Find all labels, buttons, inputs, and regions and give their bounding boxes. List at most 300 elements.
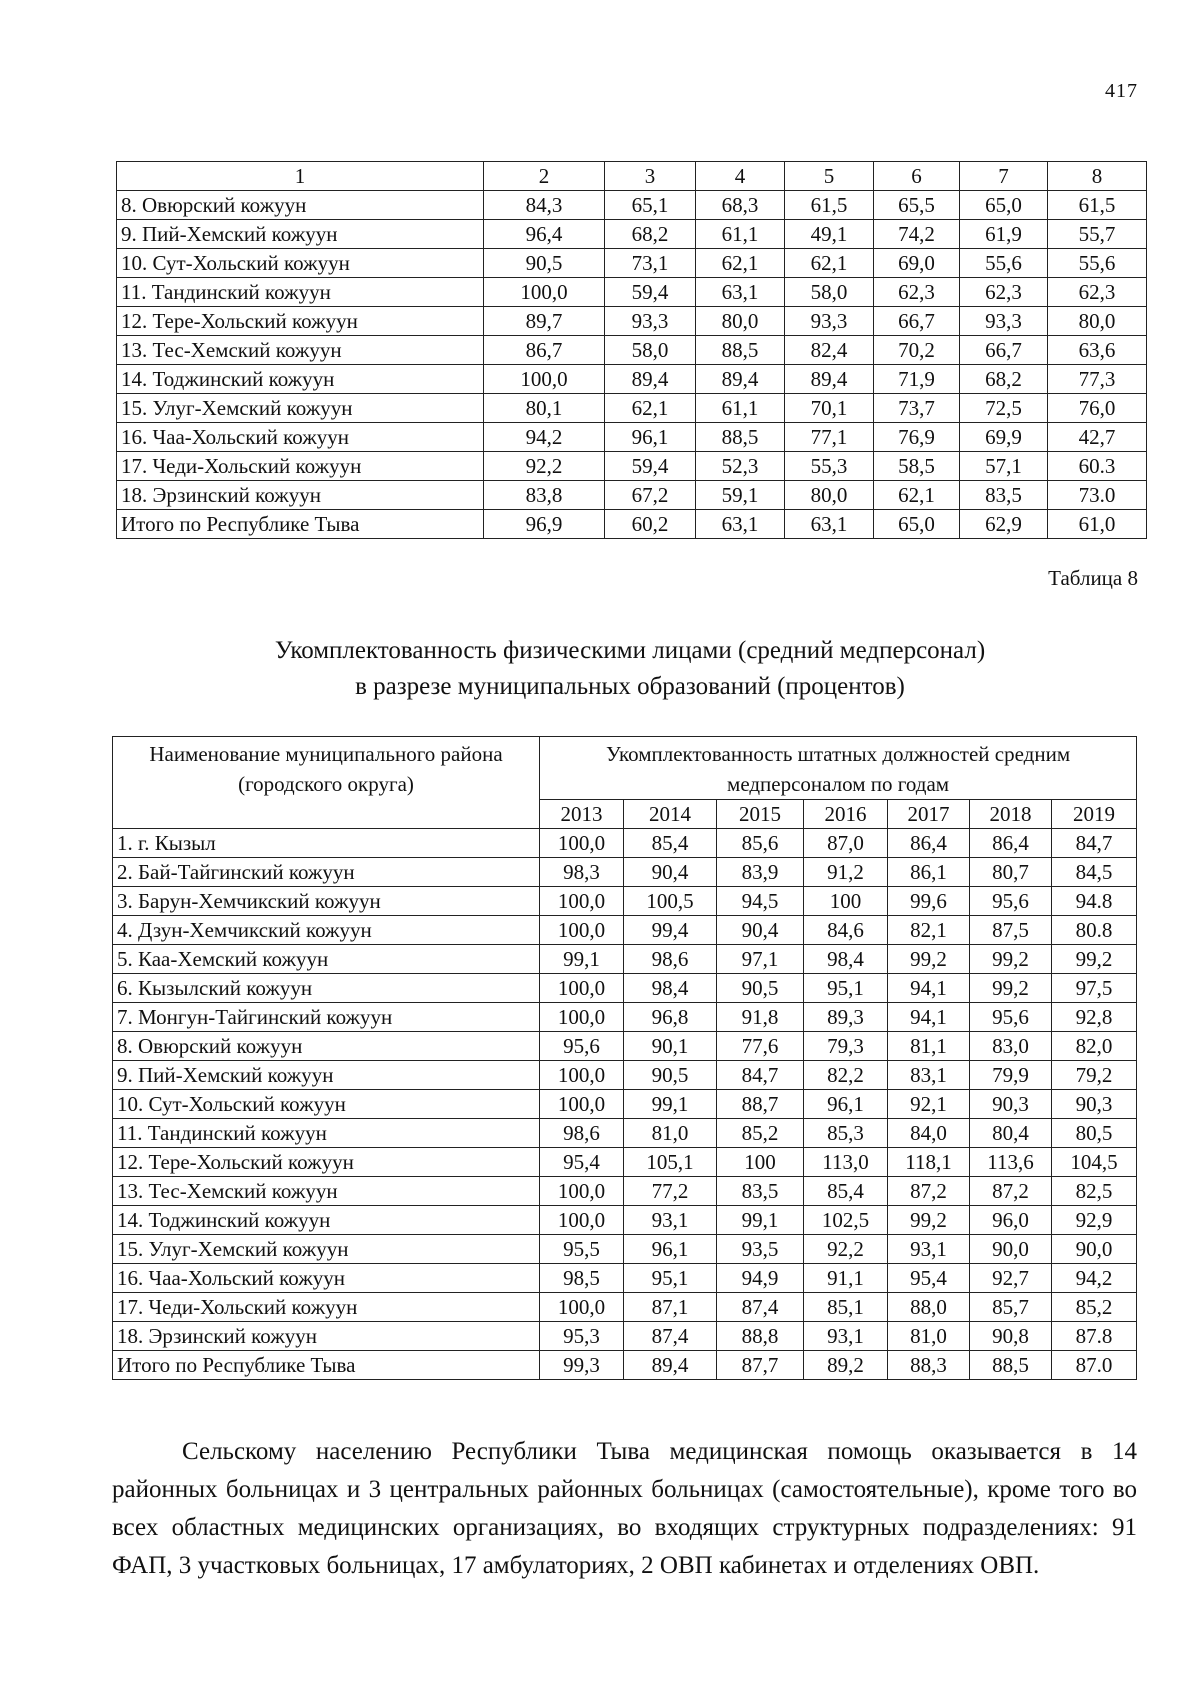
value-cell: 63,1 (696, 510, 785, 539)
value-cell: 76,0 (1048, 394, 1147, 423)
municipality-name-cell: 15. Улуг-Хемский кожуун (117, 394, 484, 423)
value-cell: 65,5 (874, 191, 960, 220)
value-cell: 42,7 (1048, 423, 1147, 452)
value-cell: 87,0 (804, 829, 888, 858)
value-cell: 93,5 (717, 1235, 804, 1264)
value-cell: 89,4 (696, 365, 785, 394)
value-cell: 73.0 (1048, 481, 1147, 510)
municipality-name-cell: 12. Тере-Хольский кожуун (117, 307, 484, 336)
value-cell: 92,7 (970, 1264, 1052, 1293)
value-cell: 59,1 (696, 481, 785, 510)
table-row (113, 974, 1137, 1003)
value-cell: 93,1 (888, 1235, 970, 1264)
table-row (117, 191, 1147, 220)
table-row (113, 1351, 1137, 1380)
value-cell: 100,0 (540, 1177, 624, 1206)
value-cell: 100,0 (540, 1206, 624, 1235)
table-row (113, 1206, 1137, 1235)
value-cell: 100,5 (624, 887, 717, 916)
value-cell: 92,8 (1052, 1003, 1137, 1032)
value-cell: 100,0 (540, 829, 624, 858)
column-number: 1 (117, 162, 484, 191)
municipality-name-cell: 11. Тандинский кожуун (117, 278, 484, 307)
value-cell: 100,0 (540, 887, 624, 916)
value-cell: 81,0 (888, 1322, 970, 1351)
value-cell: 113,6 (970, 1148, 1052, 1177)
staffing-group-header: Укомплектованность штатных должностей средним медперсоналом по годам (540, 737, 1137, 800)
value-cell: 84,3 (484, 191, 605, 220)
value-cell: 61,1 (696, 220, 785, 249)
municipality-name-cell: 12. Тере-Хольский кожуун (113, 1148, 540, 1177)
value-cell: 91,1 (804, 1264, 888, 1293)
value-cell: 100,0 (540, 916, 624, 945)
value-cell: 93,3 (785, 307, 874, 336)
value-cell: 63,1 (785, 510, 874, 539)
table-row (113, 858, 1137, 887)
value-cell: 62,1 (785, 249, 874, 278)
column-number: 8 (1048, 162, 1147, 191)
value-cell: 100 (717, 1148, 804, 1177)
municipality-name-cell: 13. Тес-Хемский кожуун (117, 336, 484, 365)
value-cell: 88,5 (696, 336, 785, 365)
value-cell: 97,1 (717, 945, 804, 974)
value-cell: 100,0 (540, 1003, 624, 1032)
table-row (113, 829, 1137, 858)
municipality-name-cell: 18. Эрзинский кожуун (117, 481, 484, 510)
value-cell: 88,0 (888, 1293, 970, 1322)
value-cell: 100,0 (540, 1061, 624, 1090)
value-cell: 94,2 (484, 423, 605, 452)
value-cell: 90,5 (717, 974, 804, 1003)
column-number: 5 (785, 162, 874, 191)
value-cell: 85,2 (1052, 1293, 1137, 1322)
year-header: 2018 (970, 800, 1052, 829)
table-row (113, 1264, 1137, 1293)
table-row (117, 452, 1147, 481)
table-continuation (116, 161, 1147, 539)
value-cell: 77,2 (624, 1177, 717, 1206)
value-cell: 95,1 (624, 1264, 717, 1293)
value-cell: 86,4 (970, 829, 1052, 858)
value-cell: 83,1 (888, 1061, 970, 1090)
value-cell: 92,1 (888, 1090, 970, 1119)
value-cell: 90,3 (970, 1090, 1052, 1119)
value-cell: 89,4 (785, 365, 874, 394)
table-row (117, 481, 1147, 510)
value-cell: 80,0 (785, 481, 874, 510)
value-cell: 89,2 (804, 1351, 888, 1380)
value-cell: 85,2 (717, 1119, 804, 1148)
value-cell: 94,5 (717, 887, 804, 916)
value-cell: 85,6 (717, 829, 804, 858)
value-cell: 100,0 (484, 365, 605, 394)
value-cell: 61,5 (1048, 191, 1147, 220)
value-cell: 84,0 (888, 1119, 970, 1148)
value-cell: 70,2 (874, 336, 960, 365)
table-row (117, 249, 1147, 278)
value-cell: 85,4 (804, 1177, 888, 1206)
value-cell: 58,5 (874, 452, 960, 481)
value-cell: 83,9 (717, 858, 804, 887)
table-row (117, 510, 1147, 539)
value-cell: 87,4 (624, 1322, 717, 1351)
value-cell: 99,1 (624, 1090, 717, 1119)
value-cell: 92,2 (804, 1235, 888, 1264)
table-header-row (113, 737, 1137, 800)
table-row (117, 278, 1147, 307)
table-row (113, 1322, 1137, 1351)
value-cell: 91,2 (804, 858, 888, 887)
value-cell: 66,7 (874, 307, 960, 336)
municipality-name-cell: 6. Кызылский кожуун (113, 974, 540, 1003)
value-cell: 60.3 (1048, 452, 1147, 481)
value-cell: 84,5 (1052, 858, 1137, 887)
value-cell: 87,5 (970, 916, 1052, 945)
value-cell: 90,1 (624, 1032, 717, 1061)
value-cell: 95,6 (970, 1003, 1052, 1032)
table-row (113, 887, 1137, 916)
value-cell: 62,1 (605, 394, 696, 423)
page-number: 417 (1105, 80, 1138, 102)
table-title (0, 633, 1200, 705)
staffing-table (112, 736, 1137, 1380)
table-title-line: в разрезе муниципальных образований (процентов) (355, 673, 905, 700)
value-cell: 83,5 (960, 481, 1048, 510)
value-cell: 94,1 (888, 1003, 970, 1032)
value-cell: 98,5 (540, 1264, 624, 1293)
column-number: 7 (960, 162, 1048, 191)
value-cell: 63,6 (1048, 336, 1147, 365)
municipality-name-cell: 11. Тандинский кожуун (113, 1119, 540, 1148)
value-cell: 80,5 (1052, 1119, 1137, 1148)
value-cell: 79,2 (1052, 1061, 1137, 1090)
value-cell: 95,5 (540, 1235, 624, 1264)
value-cell: 86,7 (484, 336, 605, 365)
municipality-name-cell: 14. Тоджинский кожуун (117, 365, 484, 394)
value-cell: 59,4 (605, 278, 696, 307)
value-cell: 93,3 (605, 307, 696, 336)
table-row (113, 1061, 1137, 1090)
table-header-row (117, 162, 1147, 191)
value-cell: 90,3 (1052, 1090, 1137, 1119)
value-cell: 88,7 (717, 1090, 804, 1119)
value-cell: 98,4 (804, 945, 888, 974)
value-cell: 98,3 (540, 858, 624, 887)
value-cell: 79,9 (970, 1061, 1052, 1090)
value-cell: 62,9 (960, 510, 1048, 539)
value-cell: 62,1 (696, 249, 785, 278)
value-cell: 87,2 (888, 1177, 970, 1206)
value-cell: 77,3 (1048, 365, 1147, 394)
value-cell: 92,2 (484, 452, 605, 481)
value-cell: 80,1 (484, 394, 605, 423)
table-row (113, 1003, 1137, 1032)
municipality-name-cell: 8. Овюрский кожуун (117, 191, 484, 220)
municipality-name-cell: 3. Барун-Хемчикский кожуун (113, 887, 540, 916)
value-cell: 104,5 (1052, 1148, 1137, 1177)
value-cell: 67,2 (605, 481, 696, 510)
value-cell: 68,2 (605, 220, 696, 249)
value-cell: 58,0 (785, 278, 874, 307)
value-cell: 82,1 (888, 916, 970, 945)
value-cell: 118,1 (888, 1148, 970, 1177)
value-cell: 73,1 (605, 249, 696, 278)
value-cell: 102,5 (804, 1206, 888, 1235)
value-cell: 89,3 (804, 1003, 888, 1032)
value-cell: 100,0 (540, 974, 624, 1003)
year-header: 2013 (540, 800, 624, 829)
value-cell: 84,6 (804, 916, 888, 945)
table-row (117, 423, 1147, 452)
value-cell: 55,6 (960, 249, 1048, 278)
value-cell: 71,9 (874, 365, 960, 394)
municipality-name-cell: 9. Пий-Хемский кожуун (117, 220, 484, 249)
value-cell: 89,7 (484, 307, 605, 336)
municipality-name-cell: 16. Чаа-Хольский кожуун (113, 1264, 540, 1293)
value-cell: 65,0 (960, 191, 1048, 220)
value-cell: 96,1 (605, 423, 696, 452)
value-cell: 63,1 (696, 278, 785, 307)
value-cell: 98,6 (624, 945, 717, 974)
table-row (113, 1119, 1137, 1148)
value-cell: 100,0 (484, 278, 605, 307)
table-row (117, 307, 1147, 336)
municipality-name-cell: 17. Чеди-Хольский кожуун (113, 1293, 540, 1322)
value-cell: 87,7 (717, 1351, 804, 1380)
municipality-name-cell: 17. Чеди-Хольский кожуун (117, 452, 484, 481)
value-cell: 95,1 (804, 974, 888, 1003)
value-cell: 55,7 (1048, 220, 1147, 249)
value-cell: 87.8 (1052, 1322, 1137, 1351)
value-cell: 68,3 (696, 191, 785, 220)
value-cell: 97,5 (1052, 974, 1137, 1003)
value-cell: 99,2 (970, 945, 1052, 974)
value-cell: 61,0 (1048, 510, 1147, 539)
value-cell: 77,1 (785, 423, 874, 452)
value-cell: 58,0 (605, 336, 696, 365)
value-cell: 95,4 (888, 1264, 970, 1293)
value-cell: 96,8 (624, 1003, 717, 1032)
value-cell: 61,5 (785, 191, 874, 220)
value-cell: 94.8 (1052, 887, 1137, 916)
value-cell: 80,0 (1048, 307, 1147, 336)
value-cell: 59,4 (605, 452, 696, 481)
value-cell: 93,3 (960, 307, 1048, 336)
value-cell: 91,8 (717, 1003, 804, 1032)
table-row (113, 1032, 1137, 1061)
value-cell: 87,4 (717, 1293, 804, 1322)
value-cell: 62,3 (960, 278, 1048, 307)
value-cell: 90,8 (970, 1322, 1052, 1351)
municipality-name-cell: 7. Монгун-Тайгинский кожуун (113, 1003, 540, 1032)
value-cell: 87,1 (624, 1293, 717, 1322)
municipality-name-cell: 16. Чаа-Хольский кожуун (117, 423, 484, 452)
year-header: 2019 (1052, 800, 1137, 829)
value-cell: 80.8 (1052, 916, 1137, 945)
municipality-name-cell: 18. Эрзинский кожуун (113, 1322, 540, 1351)
value-cell: 85,4 (624, 829, 717, 858)
municipality-name-cell: 8. Овюрский кожуун (113, 1032, 540, 1061)
municipality-name-cell: 13. Тес-Хемский кожуун (113, 1177, 540, 1206)
value-cell: 81,0 (624, 1119, 717, 1148)
table-row (113, 916, 1137, 945)
value-cell: 90,0 (1052, 1235, 1137, 1264)
value-cell: 99,2 (888, 945, 970, 974)
value-cell: 99,2 (1052, 945, 1137, 974)
table-row (117, 220, 1147, 249)
table-title-line: Укомплектованность физическими лицами (средний медперсонал) (274, 637, 986, 664)
value-cell: 89,4 (624, 1351, 717, 1380)
value-cell: 90,0 (970, 1235, 1052, 1264)
value-cell: 65,0 (874, 510, 960, 539)
value-cell: 69,9 (960, 423, 1048, 452)
value-cell: 82,2 (804, 1061, 888, 1090)
value-cell: 49,1 (785, 220, 874, 249)
value-cell: 66,7 (960, 336, 1048, 365)
value-cell: 69,0 (874, 249, 960, 278)
municipality-name-cell: 2. Бай-Тайгинский кожуун (113, 858, 540, 887)
value-cell: 96,1 (804, 1090, 888, 1119)
value-cell: 90,4 (717, 916, 804, 945)
municipality-name-cell: Итого по Республике Тыва (117, 510, 484, 539)
value-cell: 52,3 (696, 452, 785, 481)
table-row (117, 336, 1147, 365)
value-cell: 99,3 (540, 1351, 624, 1380)
municipality-name-cell: Итого по Республике Тыва (113, 1351, 540, 1380)
value-cell: 99,6 (888, 887, 970, 916)
table-row (117, 365, 1147, 394)
value-cell: 55,3 (785, 452, 874, 481)
value-cell: 68,2 (960, 365, 1048, 394)
value-cell: 73,7 (874, 394, 960, 423)
value-cell: 95,6 (540, 1032, 624, 1061)
value-cell: 85,1 (804, 1293, 888, 1322)
value-cell: 81,1 (888, 1032, 970, 1061)
table-row (117, 394, 1147, 423)
municipality-name-cell: 5. Каа-Хемский кожуун (113, 945, 540, 974)
value-cell: 96,9 (484, 510, 605, 539)
value-cell: 72,5 (960, 394, 1048, 423)
value-cell: 99,2 (970, 974, 1052, 1003)
value-cell: 88,8 (717, 1322, 804, 1351)
value-cell: 85,7 (970, 1293, 1052, 1322)
table-row (113, 1293, 1137, 1322)
value-cell: 84,7 (1052, 829, 1137, 858)
value-cell: 82,0 (1052, 1032, 1137, 1061)
value-cell: 80,4 (970, 1119, 1052, 1148)
value-cell: 100 (804, 887, 888, 916)
value-cell: 113,0 (804, 1148, 888, 1177)
value-cell: 88,3 (888, 1351, 970, 1380)
table-row (113, 945, 1137, 974)
municipality-name-cell: 14. Тоджинский кожуун (113, 1206, 540, 1235)
value-cell: 55,6 (1048, 249, 1147, 278)
value-cell: 87,2 (970, 1177, 1052, 1206)
column-number: 2 (484, 162, 605, 191)
table-caption: Таблица 8 (1048, 566, 1138, 590)
value-cell: 61,1 (696, 394, 785, 423)
value-cell: 88,5 (696, 423, 785, 452)
column-number: 6 (874, 162, 960, 191)
value-cell: 74,2 (874, 220, 960, 249)
value-cell: 93,1 (624, 1206, 717, 1235)
value-cell: 77,6 (717, 1032, 804, 1061)
value-cell: 83,5 (717, 1177, 804, 1206)
municipality-name-cell: 1. г. Кызыл (113, 829, 540, 858)
municipality-name-cell: 10. Сут-Хольский кожуун (117, 249, 484, 278)
year-header: 2016 (804, 800, 888, 829)
value-cell: 86,1 (888, 858, 970, 887)
municipality-column-header: Наименование муниципального района (городского округа) (113, 737, 540, 829)
municipality-name-cell: 4. Дзун-Хемчикский кожуун (113, 916, 540, 945)
value-cell: 87.0 (1052, 1351, 1137, 1380)
table-row (113, 1148, 1137, 1177)
value-cell: 57,1 (960, 452, 1048, 481)
value-cell: 90,5 (624, 1061, 717, 1090)
year-header: 2015 (717, 800, 804, 829)
value-cell: 95,3 (540, 1322, 624, 1351)
value-cell: 99,2 (888, 1206, 970, 1235)
table-row (113, 1177, 1137, 1206)
column-number: 4 (696, 162, 785, 191)
value-cell: 98,6 (540, 1119, 624, 1148)
value-cell: 84,7 (717, 1061, 804, 1090)
column-number: 3 (605, 162, 696, 191)
value-cell: 89,4 (605, 365, 696, 394)
table-row (113, 1235, 1137, 1264)
value-cell: 86,4 (888, 829, 970, 858)
value-cell: 100,0 (540, 1293, 624, 1322)
value-cell: 82,5 (1052, 1177, 1137, 1206)
value-cell: 62,3 (874, 278, 960, 307)
value-cell: 83,0 (970, 1032, 1052, 1061)
value-cell: 96,1 (624, 1235, 717, 1264)
body-paragraph: Сельскому населению Республики Тыва медицинская помощь оказывается в 14 районных больницах и 3 центральных районных больницах (самостоятельные), кроме того во всех областных медицинских организациях, во входящих структурных подразделениях: 91 ФАП, 3 участковых больницах, 17 амбулаториях, 2 ОВП кабинетах и отделениях ОВП. (112, 1438, 1137, 1579)
value-cell: 62,3 (1048, 278, 1147, 307)
value-cell: 105,1 (624, 1148, 717, 1177)
value-cell: 95,6 (970, 887, 1052, 916)
value-cell: 83,8 (484, 481, 605, 510)
value-cell: 70,1 (785, 394, 874, 423)
year-header: 2014 (624, 800, 717, 829)
value-cell: 92,9 (1052, 1206, 1137, 1235)
value-cell: 99,1 (540, 945, 624, 974)
value-cell: 99,1 (717, 1206, 804, 1235)
value-cell: 96,0 (970, 1206, 1052, 1235)
value-cell: 95,4 (540, 1148, 624, 1177)
value-cell: 80,7 (970, 858, 1052, 887)
municipality-name-cell: 15. Улуг-Хемский кожуун (113, 1235, 540, 1264)
value-cell: 82,4 (785, 336, 874, 365)
value-cell: 90,4 (624, 858, 717, 887)
value-cell: 93,1 (804, 1322, 888, 1351)
value-cell: 85,3 (804, 1119, 888, 1148)
value-cell: 80,0 (696, 307, 785, 336)
value-cell: 62,1 (874, 481, 960, 510)
value-cell: 88,5 (970, 1351, 1052, 1380)
value-cell: 100,0 (540, 1090, 624, 1119)
value-cell: 94,1 (888, 974, 970, 1003)
value-cell: 61,9 (960, 220, 1048, 249)
value-cell: 90,5 (484, 249, 605, 278)
value-cell: 98,4 (624, 974, 717, 1003)
value-cell: 94,9 (717, 1264, 804, 1293)
value-cell: 94,2 (1052, 1264, 1137, 1293)
table-row (113, 1090, 1137, 1119)
municipality-name-cell: 9. Пий-Хемский кожуун (113, 1061, 540, 1090)
value-cell: 99,4 (624, 916, 717, 945)
value-cell: 76,9 (874, 423, 960, 452)
